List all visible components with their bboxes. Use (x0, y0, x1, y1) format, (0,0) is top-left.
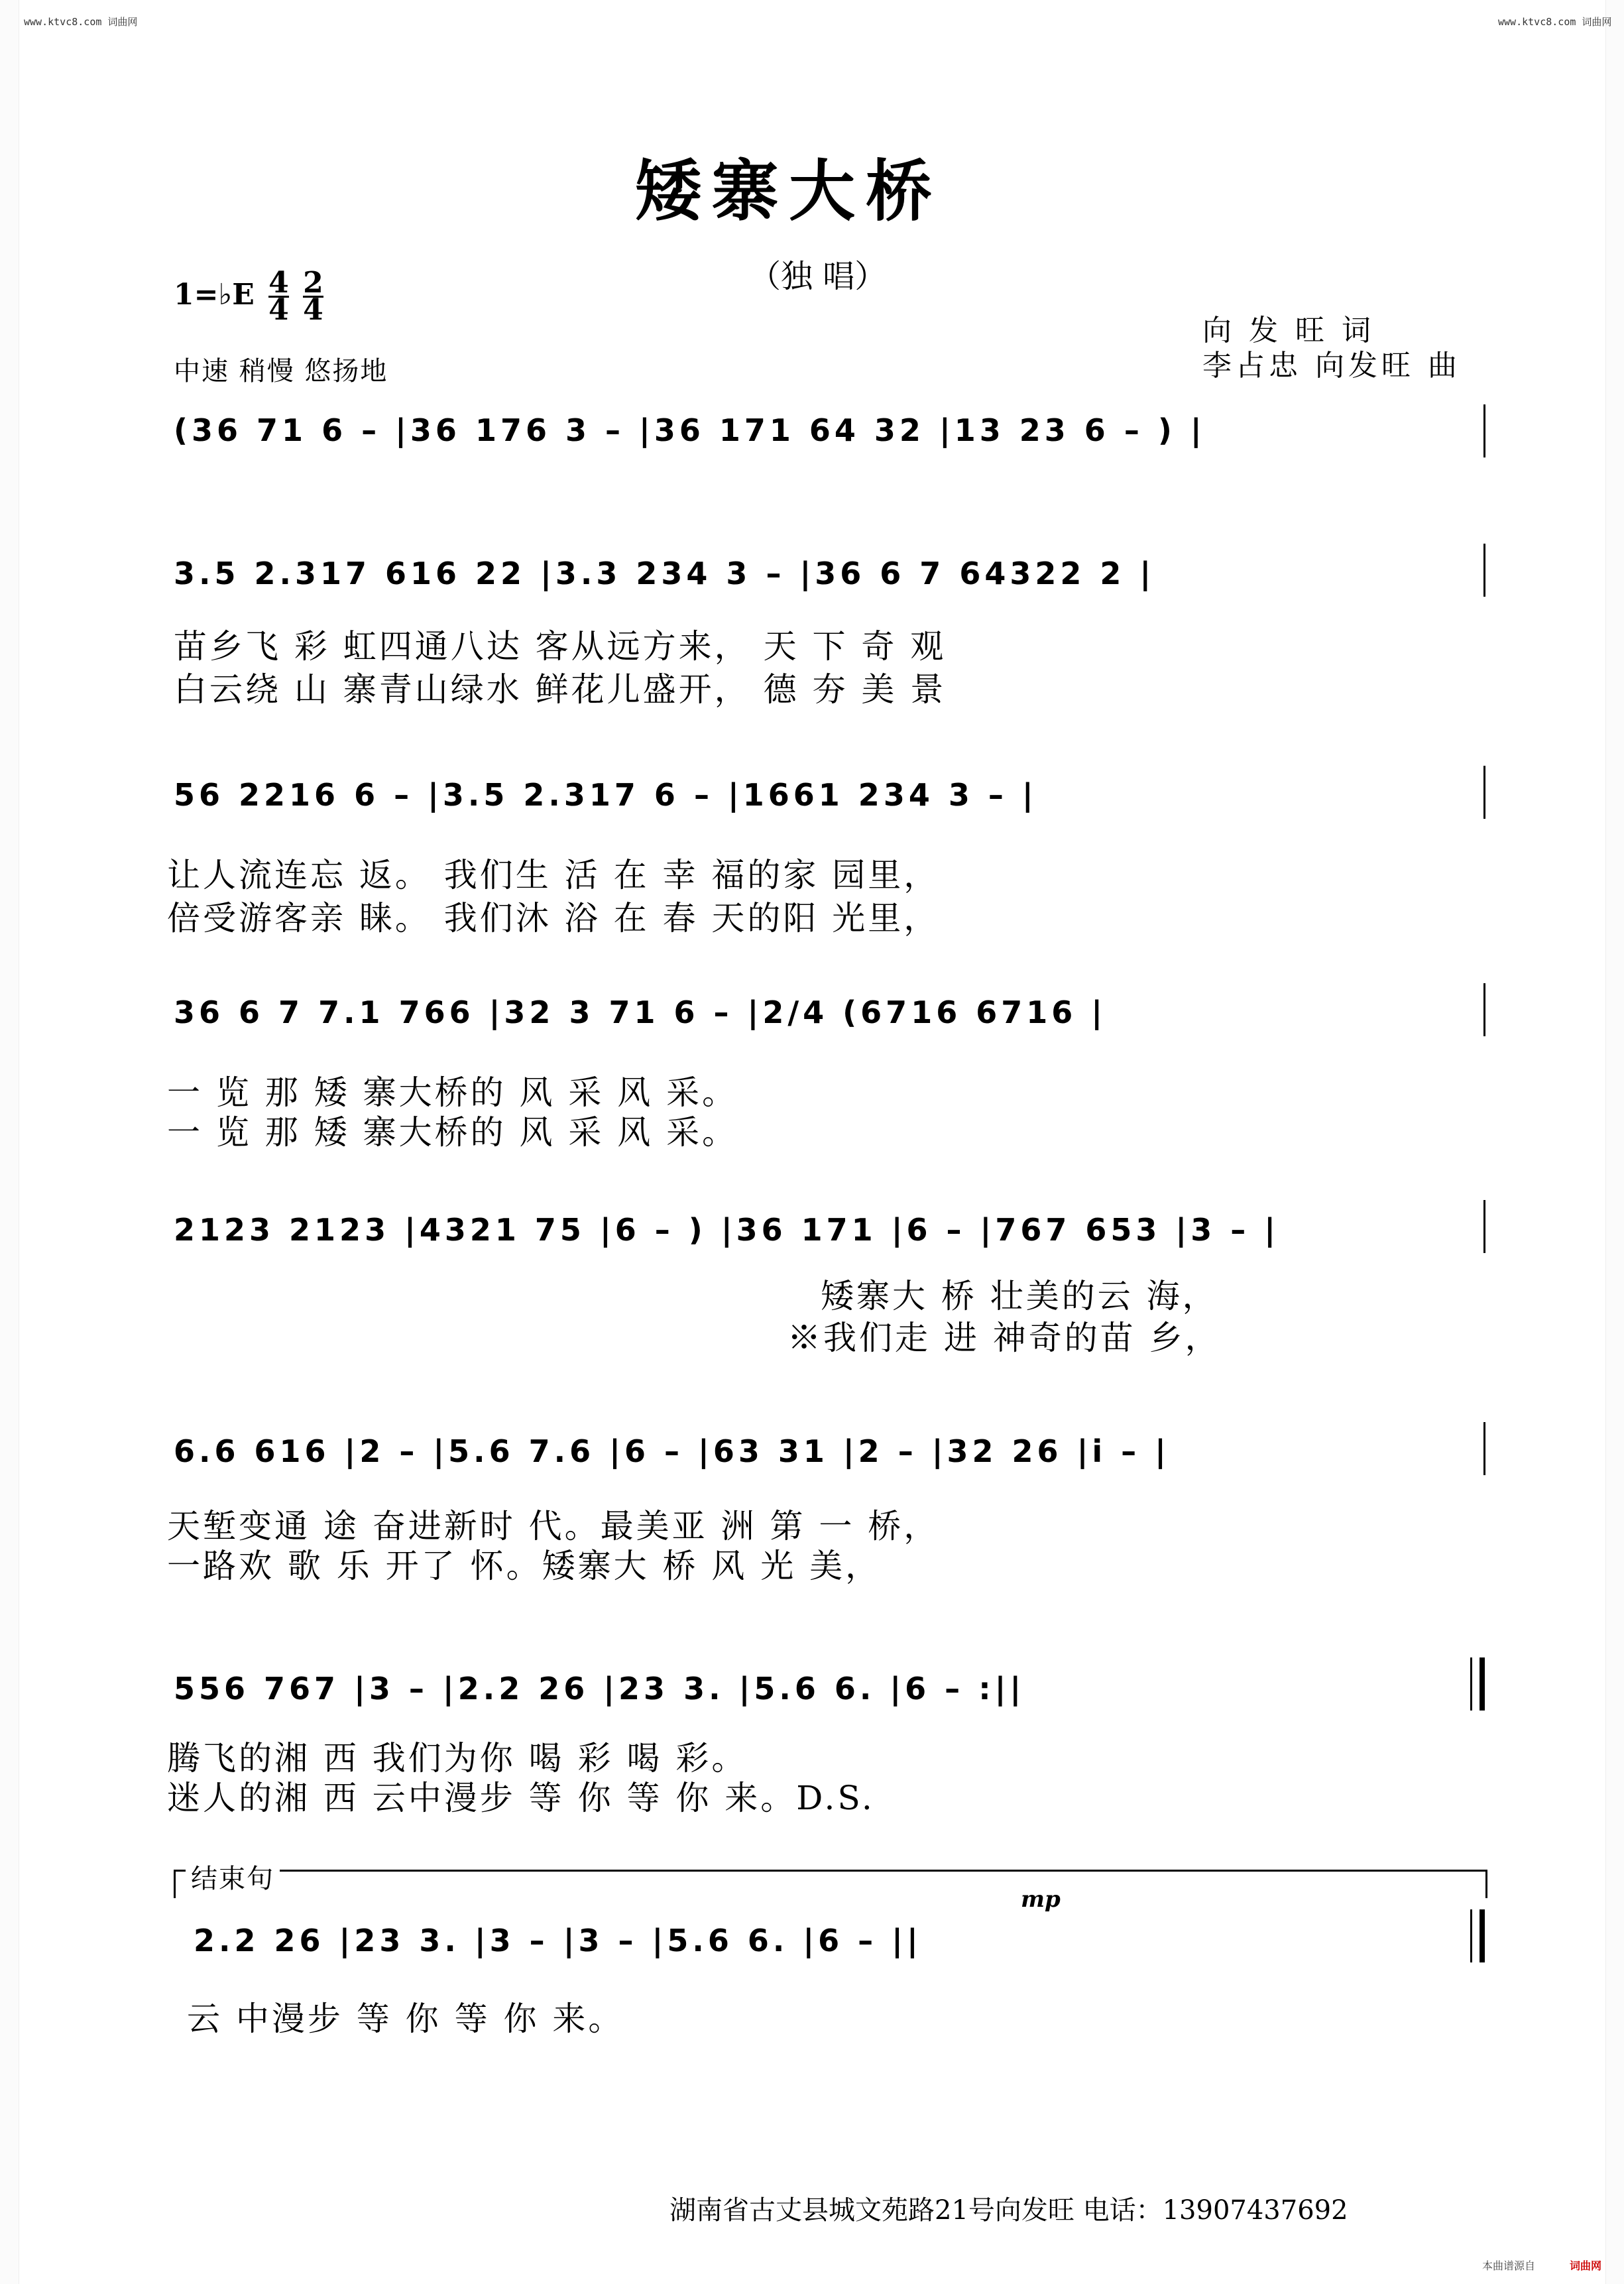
score-row-2-notes: 3.5 2.317 616 22 |3.3 234 3 – |36 6 7 64322 2 | (174, 556, 1155, 591)
score-row-3-notes: 56 2216 6 – |3.5 2.317 6 – |1661 234 3 – | (174, 777, 1037, 813)
score-row-7-end-bar (1470, 1657, 1472, 1711)
ending-bracket (174, 1870, 1487, 1898)
score-row-6-lyrics-2: 一路欢 歌 乐 开了 怀。矮寨大 桥 风 光 美， (167, 1547, 882, 1585)
ending-lyrics: 云 中漫步 等 你 等 你 来。 (187, 2000, 624, 2038)
score-row-6-end-bar (1483, 1422, 1485, 1475)
song-subtitle: （独 唱） (749, 258, 887, 295)
corner-source-text: 本曲谱源自 (1482, 2259, 1536, 2272)
score-row-5-lyrics-1: 矮寨大 桥 壮美的云 海， (821, 1277, 1218, 1315)
composer-credit: 李占忠 向发旺 曲 (1202, 349, 1461, 383)
score-row-1-end-bar (1483, 404, 1485, 457)
score-row-6-notes: 6.6 616 |2 – |5.6 7.6 |6 – |63 31 |2 – |32 26 |i – | (174, 1433, 1170, 1469)
time-sig-1-bottom: 4 (268, 293, 289, 327)
lyricist-credit: 向 发 旺 词 (1202, 314, 1375, 347)
score-row-3-lyrics-1: 让人流连忘 返。 我们生 活 在 幸 福的家 园里， (167, 856, 940, 894)
score-row-7-lyrics-2: 迷人的湘 西 云中漫步 等 你 等 你 来。D.S. (167, 1779, 875, 1817)
time-signature-1 (268, 266, 289, 327)
key-text: 1=♭E (174, 278, 255, 312)
score-row-3-lyrics-2: 倍受游客亲 睐。 我们沐 浴 在 春 天的阳 光里， (167, 899, 940, 937)
song-title: 矮寨大桥 (635, 152, 943, 230)
score-row-7-notes: 556 767 |3 – |2.2 26 |23 3. |5.6 6. |6 – :|| (174, 1671, 1025, 1707)
score-row-7-lyrics-1: 腾飞的湘 西 我们为你 喝 彩 喝 彩。 (167, 1739, 748, 1777)
tempo-marking: 中速 稍慢 悠扬地 (174, 356, 388, 387)
right-margin-strip (1605, 0, 1624, 2284)
time-sig-2-bottom: 4 (303, 293, 323, 327)
left-margin-strip (0, 0, 19, 2284)
time-sig-1-top: 4 (268, 266, 289, 300)
ending-label: 结束句 (186, 1858, 280, 1895)
score-row-4-lyrics-1: 一 览 那 矮 寨大桥的 风 采 风 采。 (167, 1073, 738, 1112)
footer-address: 湖南省古丈县城文苑路21号向发旺 电话：13907437692 (669, 2195, 1348, 2226)
key-signature (174, 266, 323, 327)
site-label-left: www.ktvc8.com 词曲网 (24, 16, 138, 28)
score-row-1-notes: (36 71 6 – |36 176 3 – |36 171 64 32 |13 23 6 – ) | (174, 412, 1206, 448)
score-row-2-end-bar (1483, 544, 1485, 597)
corner-site-logo: 词曲网 (1570, 2259, 1602, 2272)
score-row-4-notes: 36 6 7 7.1 766 |32 3 71 6 – |2/4 (6716 6716 | (174, 994, 1107, 1030)
dynamic-mark: mp (1021, 1886, 1061, 1913)
score-row-3-end-bar (1483, 766, 1485, 819)
score-row-2-lyrics-1: 苗乡飞 彩 虹四通八达 客从远方来， 天 下 奇 观 (174, 627, 947, 666)
time-sig-2-top: 2 (303, 266, 323, 300)
score-row-7-final-bar (1479, 1657, 1485, 1711)
score-row-4-lyrics-2: 一 览 那 矮 寨大桥的 风 采 风 采。 (167, 1113, 738, 1152)
ending-final-bar (1470, 1909, 1472, 1962)
score-row-6-lyrics-1: 天堑变通 途 奋进新时 代。最美亚 洲 第 一 桥， (167, 1507, 940, 1545)
site-label-right: www.ktvc8.com 词曲网 (1498, 16, 1612, 28)
score-row-2-lyrics-2: 白云绕 山 寨青山绿水 鲜花儿盛开， 德 夯 美 景 (174, 670, 947, 709)
score-row-5-lyrics-2: ※我们走 进 神奇的苗 乡， (787, 1319, 1221, 1357)
score-row-4-end-bar (1483, 983, 1485, 1036)
score-row-5-notes: 2123 2123 |4321 75 |6 – ) |36 171 |6 – |767 653 |3 – | (174, 1212, 1280, 1248)
ending-final-bar-thick (1479, 1909, 1485, 1962)
score-row-5-end-bar (1483, 1200, 1485, 1253)
ending-notes: 2.2 26 |23 3. |3 – |3 – |5.6 6. |6 – || (194, 1923, 922, 1958)
time-signature-2 (303, 266, 323, 327)
